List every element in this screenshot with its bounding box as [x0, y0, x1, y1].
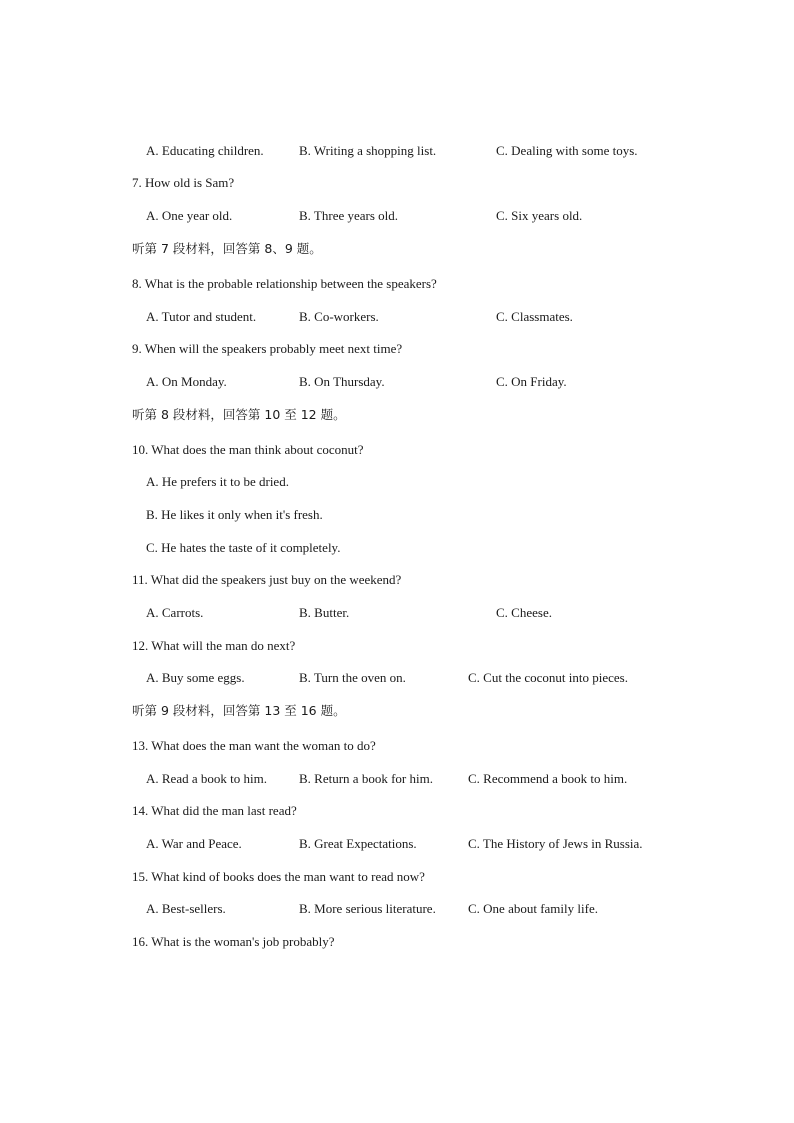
option-a: A. On Monday. [146, 374, 227, 389]
section-instruction: 听第 9 段材料，回答第 13 至 16 题。 [132, 703, 346, 718]
section-instruction: 听第 7 段材料，回答第 8、9 题。 [132, 241, 322, 256]
option-a: A. War and Peace. [146, 836, 242, 851]
option-b: B. More serious literature. [299, 901, 436, 916]
option-a: A. Best-sellers. [146, 901, 226, 916]
option-b: B. Three years old. [299, 208, 399, 223]
question-text: 14. What did the man last read? [132, 803, 297, 818]
question-text: 11. What did the speakers just buy on the weekend? [132, 572, 402, 587]
option-b: B. On Thursday. [299, 374, 385, 389]
question-text: 16. What is the woman's job probably? [132, 934, 335, 949]
option-b: B. Great Expectations. [299, 836, 417, 851]
option-a: A. Educating children. [146, 143, 264, 158]
option-c: C. One about family life. [468, 901, 598, 916]
option-c: C. Cut the coconut into pieces. [468, 670, 628, 685]
option-c: C. The History of Jews in Russia. [468, 836, 643, 851]
answer-option: C. He hates the taste of it completely. [146, 540, 341, 555]
option-c: C. On Friday. [496, 374, 567, 389]
option-c: C. Six years old. [496, 208, 583, 223]
option-a: A. Read a book to him. [146, 771, 267, 786]
answer-option: A. He prefers it to be dried. [146, 474, 289, 489]
option-a: A. Buy some eggs. [146, 670, 245, 685]
question-text: 8. What is the probable relationship between the speakers? [132, 276, 437, 291]
option-a: A. Tutor and student. [146, 309, 257, 324]
option-a: A. One year old. [146, 208, 233, 223]
option-c: C. Classmates. [496, 309, 573, 324]
question-text: 12. What will the man do next? [132, 638, 296, 653]
option-b: B. Co-workers. [299, 309, 379, 324]
option-b: B. Turn the oven on. [299, 670, 406, 685]
option-b: B. Return a book for him. [299, 771, 433, 786]
question-text: 9. When will the speakers probably meet next time? [132, 341, 403, 356]
question-text: 7. How old is Sam? [132, 175, 235, 190]
option-c: C. Cheese. [496, 605, 552, 620]
question-text: 10. What does the man think about coconut? [132, 442, 364, 457]
question-text: 15. What kind of books does the man want to read now? [132, 869, 425, 884]
option-c: C. Recommend a book to him. [468, 771, 628, 786]
answer-option: B. He likes it only when it's fresh. [146, 507, 323, 522]
option-c: C. Dealing with some toys. [496, 143, 638, 158]
option-b: B. Writing a shopping list. [299, 143, 437, 158]
question-text: 13. What does the man want the woman to do? [132, 738, 376, 753]
option-b: B. Butter. [299, 605, 350, 620]
option-a: A. Carrots. [146, 605, 204, 620]
section-instruction: 听第 8 段材料，回答第 10 至 12 题。 [132, 407, 346, 422]
